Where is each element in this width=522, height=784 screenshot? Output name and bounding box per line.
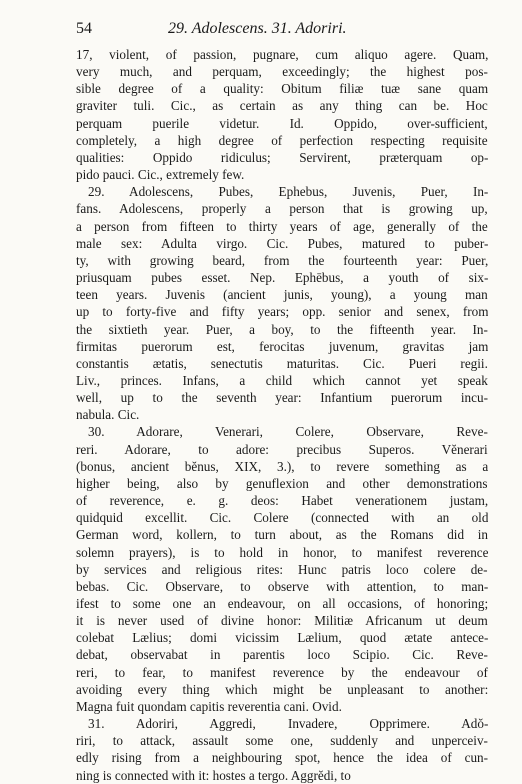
text-line: quidquid excellit. Cic. Colere (connected with an old: [76, 510, 488, 526]
text-line: Magna fuit quondam capitis reverentia cani. Ovid.: [76, 698, 342, 714]
text-line: reri, to fear, to manifest reverence by the endeavour of: [76, 664, 488, 680]
text-line: ifest to some one an endeavour, on all occasions, of honoring;: [76, 596, 488, 611]
text-line: ning is connected with it: hostes a tergo. Aggrĕdi, to: [76, 767, 351, 783]
text-line: colebat Lælius; domi vicissim Lælium, quod ætate antece-: [76, 630, 488, 646]
entry-29-adolescens: [76, 183, 488, 423]
text-line: pido pauci. Cic., extremely few.: [76, 167, 245, 183]
text-line: constantis ætatis, senectutis maturitas. Cic. Pueri regii.: [76, 355, 488, 371]
text-line: qualities: Oppido ridiculus; Servirent, præterquam op-: [76, 149, 488, 165]
text-line: fans. Adolescens, properly a person that is growing up,: [76, 201, 488, 217]
entry-31-adoriri: [76, 715, 488, 784]
text-line: by services and religious rites: Hunc patris loco colere de-: [76, 561, 488, 577]
text-line: nabula. Cic.: [76, 407, 140, 423]
text-line: reri. Adorare, to adore: precibus Superos. Vĕnerari: [76, 441, 488, 457]
text-line: well, up to the seventh year: Infantium puerorum incu-: [76, 390, 488, 406]
text-line: priusquam pubes esset. Nep. Ephēbus, a youth of six-: [76, 270, 488, 286]
text-line: a person from fifteen to thirty years of age, generally of the: [76, 218, 488, 234]
text-line: teen years. Juvenis (ancient junis, young), a young man: [76, 287, 488, 303]
text-line: 29. Adolescens, Pubes, Ephebus, Juvenis, Puer, In-: [88, 184, 488, 200]
text-line: 31. Adoriri, Aggredi, Invadere, Opprimere. Adŏ-: [88, 716, 488, 732]
text-line: (bonus, ancient bĕnus, XIX, 3.), to revere something as a: [76, 458, 488, 474]
text-line: ty, with growing beard, from the fourteenth year: Puer,: [76, 252, 488, 268]
text-line: completely, a high degree of perfection respecting requisite: [76, 132, 488, 148]
text-line: bebas. Cic. Observare, to observe with attention, to man-: [76, 578, 488, 594]
text-line: of reverence, e. g. deos: Habet venerationem justam,: [76, 493, 488, 509]
text-line: debat, observabat in parentis loco Scipio. Cic. Reve-: [76, 647, 488, 663]
page-body: [76, 46, 488, 784]
text-line: very much, and perquam, exceedingly; the highest pos-: [76, 64, 488, 80]
page-header: [76, 20, 488, 38]
page-number: 54: [76, 20, 92, 37]
text-line: perquam puerile videtur. Id. Oppido, over-sufficient,: [76, 115, 488, 131]
entry-30-adorare: [76, 423, 488, 715]
text-line: the sixtieth year. Puer, a boy, to the fifteenth year. In-: [76, 321, 488, 337]
text-line: firmitas puerorum est, ferocitas juvenum, gravitas jam: [76, 338, 488, 354]
text-line: 30. Adorare, Venerari, Colere, Observare, Reve-: [88, 424, 488, 440]
text-line: it is never used of divine honor: Militiæ Africanum ut deum: [76, 613, 488, 629]
text-line: male sex: Adulta virgo. Cic. Pubes, matured to puber-: [76, 235, 488, 251]
text-line: edly rising from a neighbouring spot, hence the idea of cun-: [76, 750, 488, 766]
text-line: German word, kollern, to turn about, as the Romans did in: [76, 527, 488, 543]
paragraph-quam: [76, 46, 488, 183]
text-line: higher being, also by genuflexion and other demonstrations: [76, 475, 488, 491]
text-line: solemn prayers), is to hold in honor, to manifest reverence: [76, 544, 488, 560]
text-line: up to forty-five and fifty years; opp. senior and senex, from: [76, 304, 488, 320]
text-line: graviter tuli. Cic., as certain as any thing can be. Hoc: [76, 98, 488, 114]
text-line: Liv., princes. Infans, a child which cannot yet speak: [76, 372, 488, 388]
text-line: avoiding every thing which might be unpleasant to another:: [76, 681, 488, 697]
text-line: riri, to attack, assault some one, suddenly and unperceiv-: [76, 733, 488, 749]
text-line: sible degree of a quality: Obitum filiæ tuæ sane quam: [76, 81, 488, 97]
running-title: 29. Adolescens. 31. Adoriri.: [168, 20, 347, 37]
text-line: 17, violent, of passion, pugnare, cum aliquo agere. Quam,: [76, 47, 488, 62]
